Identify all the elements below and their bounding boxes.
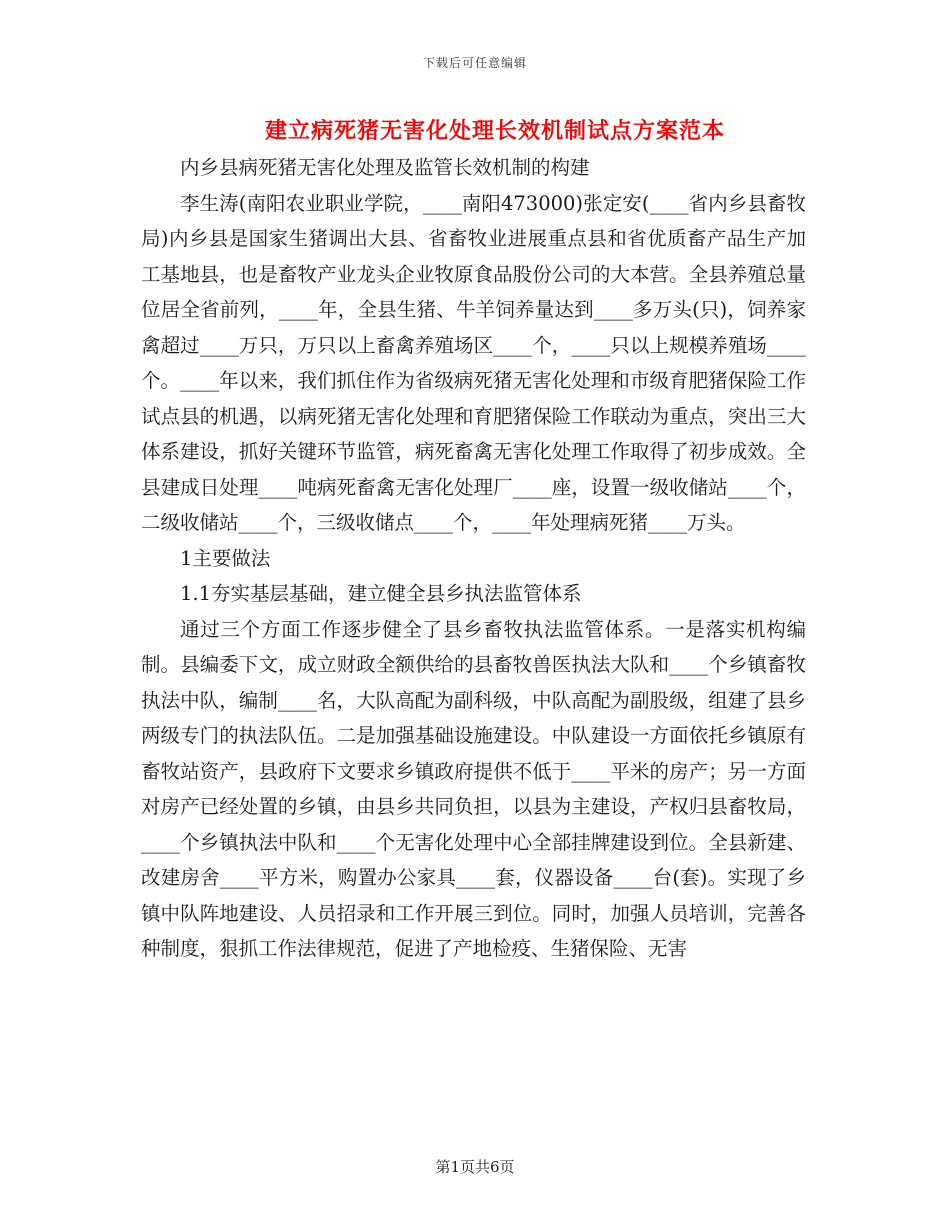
document-body [141,150,806,967]
document-title: 建立病死猪无害化处理长效机制试点方案范本 [264,118,725,144]
paragraph-body: 通过三个方面工作逐步健全了县乡畜牧执法监管体系。一是落实机构编制。县编委下文，成立财政全额供给的县畜牧兽医执法大队和____个乡镇畜牧执法中队，编制____名，大队高配为副科级，中队高配为副股级，组建了县乡两级专门的执法队伍。二是加强基础设施建设。中队建设一方面依托乡镇原有畜牧站资产，县政府下文要求乡镇政府提供不低于____平米的房产；另一方面对房产已经处置的乡镇，由县乡共同负担，以县为主建设，产权归县畜牧局，____个乡镇执法中队和____个无害化处理中心全部挂牌建设到位。全县新建、改建房舍____平方米，购置办公家具____套，仪器设备____台(套)。实现了乡镇中队阵地建设、人员招录和工作开展三到位。同时，加强人员培训，完善各种制度，狠抓工作法律规范，促进了产地检疫、生猪保险、无害 [141,617,806,960]
page-number: 第1页共6页 [435,1158,515,1176]
section-heading: 1主要做法 [180,546,271,570]
paragraph-subtitle: 内乡县病死猪无害化处理及监管长效机制的构建 [180,156,590,179]
header-note: 下载后可任意编辑 [422,56,527,70]
subsection-heading: 1.1夯实基层基础，建立健全县乡执法监管体系 [180,582,582,605]
paragraph-intro: 李生涛(南阳农业职业学院，____南阳473000)张定安(____省内乡县畜牧局)内乡县是国家生猪调出大县、省畜牧业进展重点县和省优质畜产品生产加工基地县，也是畜牧产业龙头企业牧原食品股份公司的大本营。全县养殖总量位居全省前列，____年，全县生猪、牛羊饲养量达到____多万头(只)，饲养家禽超过____万只，万只以上畜禽养殖场区____个，____只以上规模养殖场____个。____年以来，我们抓住作为省级病死猪无害化处理和市级育肥猪保险工作试点县的机遇，以病死猪无害化处理和育肥猪保险工作联动为重点，突出三大体系建设，抓好关键环节监管，病死畜禽无害化处理工作取得了初步成效。全县建成日处理____吨病死畜禽无害化处理厂____座，设置一级收储站____个，二级收储站____个，三级收储点____个，____年处理病死猪____万头。 [141,191,806,534]
